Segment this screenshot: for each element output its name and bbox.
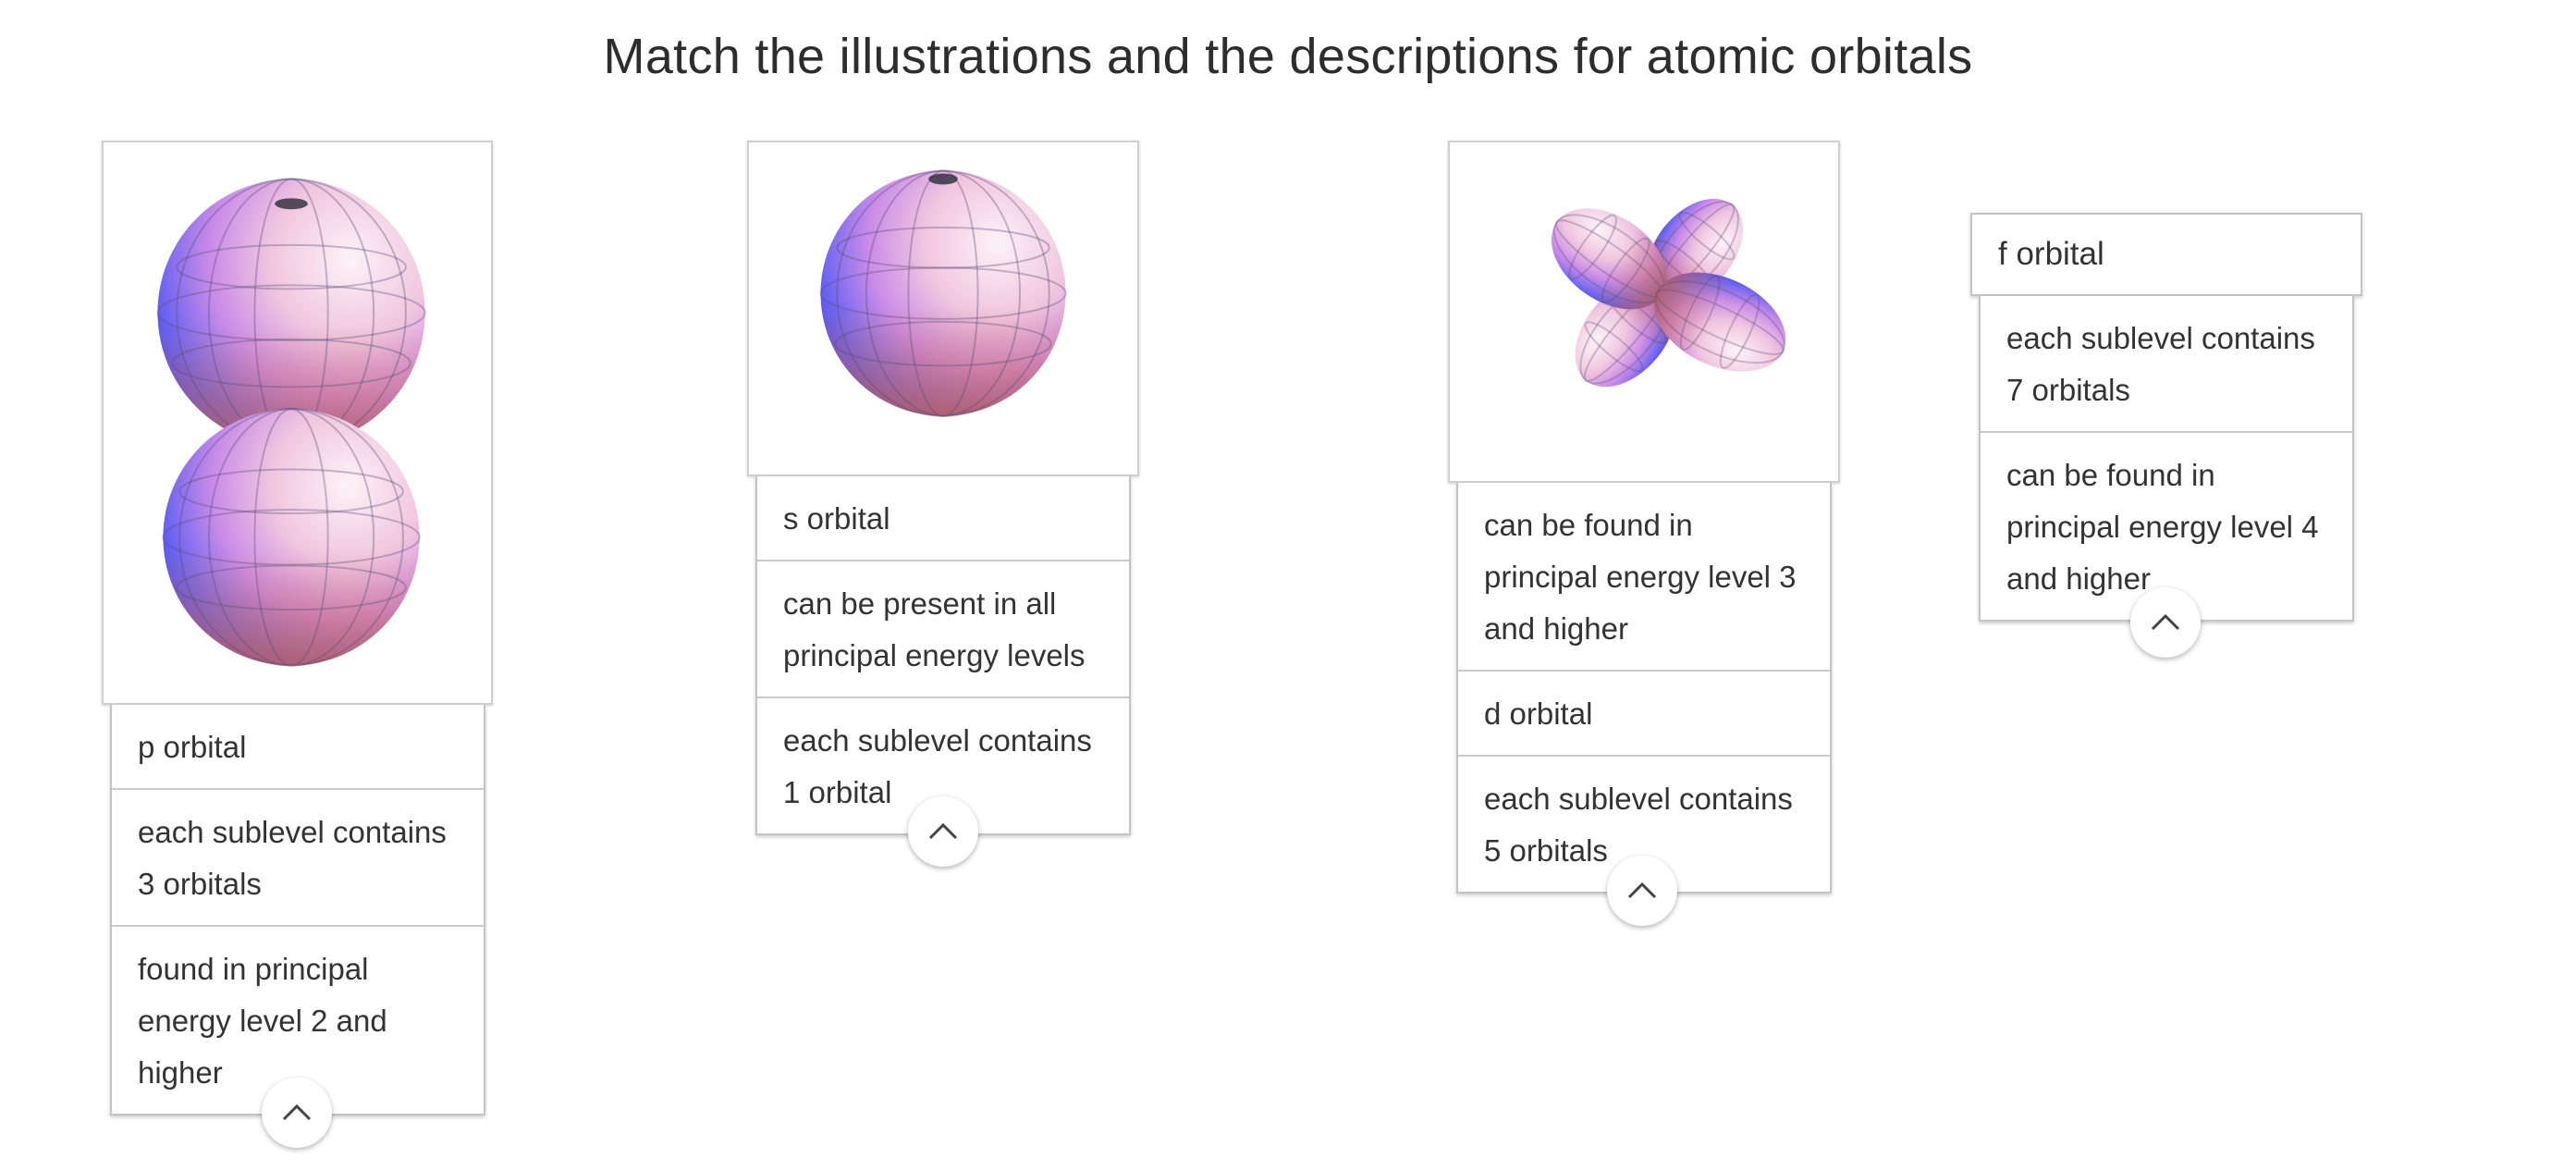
p-orbital-card-stack[interactable] xyxy=(110,705,485,1116)
f-orbital-card-stack[interactable] xyxy=(1979,296,2354,622)
p-orbital-image xyxy=(104,142,491,703)
collapse-button-f-orbital[interactable] xyxy=(2130,587,2201,658)
card-d-orbital-energy-level[interactable]: can be found in principal energy level 3 and higher xyxy=(1458,483,1830,672)
p-orbital-illustration xyxy=(102,141,493,705)
card-d-orbital-label[interactable]: d orbital xyxy=(1458,672,1830,757)
page-title: Match the illustrations and the descriptions for atomic orbitals xyxy=(603,29,1973,84)
s-orbital-card-stack[interactable] xyxy=(755,476,1131,835)
f-orbital-header[interactable]: f orbital xyxy=(1970,213,2362,296)
card-s-orbital-energy-level[interactable]: can be present in all principal energy levels xyxy=(757,561,1129,698)
collapse-button-p-orbital[interactable] xyxy=(262,1078,332,1148)
d-orbital-illustration xyxy=(1448,141,1840,483)
chevron-up-icon xyxy=(1624,872,1661,909)
chevron-up-icon xyxy=(925,813,962,850)
card-s-orbital-sublevel[interactable]: each sublevel contains 1 orbital xyxy=(783,723,1092,809)
card-p-orbital-sublevel[interactable]: each sublevel contains 3 orbitals xyxy=(112,790,484,927)
card-f-orbital-energy-level[interactable]: can be found in principal energy level 4 and higher xyxy=(2006,458,2319,596)
d-orbital-image xyxy=(1450,142,1838,481)
collapse-button-s-orbital[interactable] xyxy=(908,796,978,867)
collapse-button-d-orbital[interactable] xyxy=(1607,856,1677,926)
card-s-orbital-label[interactable]: s orbital xyxy=(757,476,1129,561)
chevron-up-icon xyxy=(278,1094,315,1131)
card-p-orbital-label[interactable]: p orbital xyxy=(112,705,484,790)
chevron-up-icon xyxy=(2147,604,2184,641)
card-d-orbital-sublevel[interactable]: each sublevel contains 5 orbitals xyxy=(1484,782,1793,868)
card-f-orbital-sublevel[interactable]: each sublevel contains 7 orbitals xyxy=(1981,296,2352,433)
s-orbital-image xyxy=(749,142,1137,475)
card-p-orbital-energy-level[interactable]: found in principal energy level 2 and higher xyxy=(138,952,387,1090)
s-orbital-illustration xyxy=(747,141,1139,476)
d-orbital-card-stack[interactable] xyxy=(1456,483,1832,894)
